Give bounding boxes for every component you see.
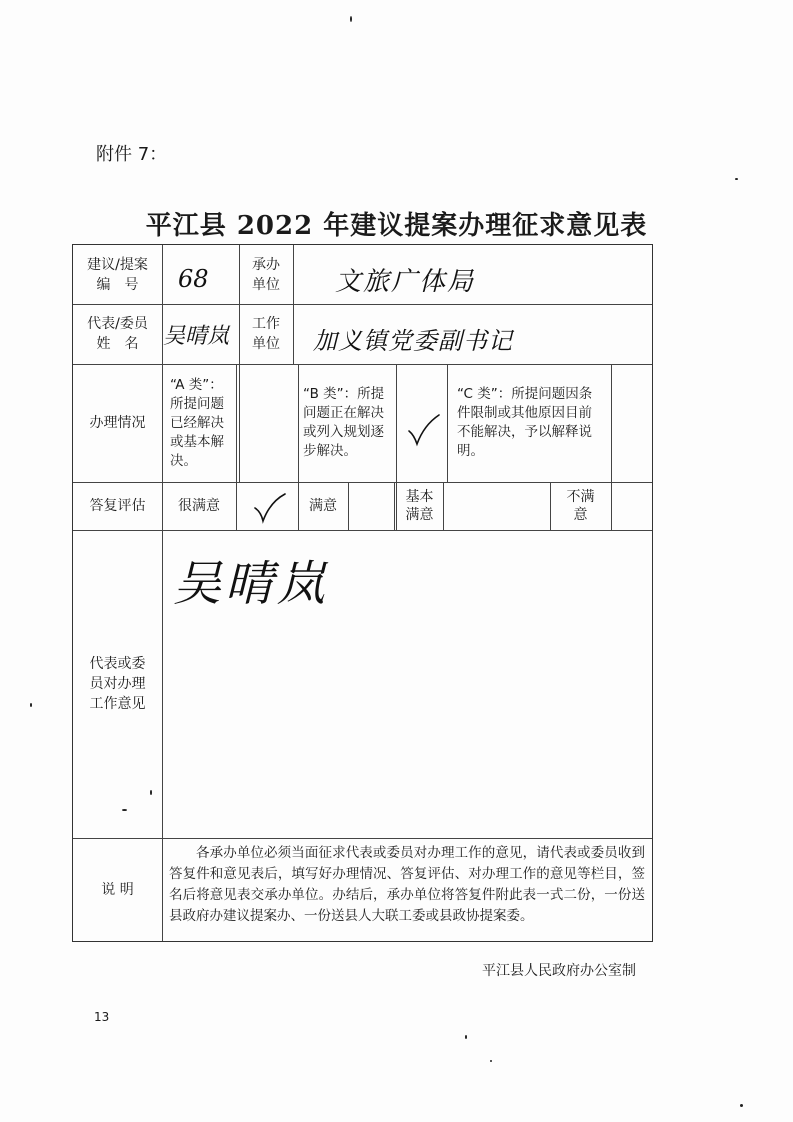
form-title: 平江县 2022 年建议提案办理征求意见表: [145, 211, 648, 241]
opinion-form-table: [72, 244, 653, 942]
category-a-text: “A 类”：所提问题已经解决或基本解决。: [170, 376, 224, 469]
satisfied-label: 满意: [309, 498, 337, 514]
attachment-label: 附件 7：: [96, 144, 168, 165]
issuer-footer: 平江县人民政府办公室制: [482, 963, 636, 979]
reply-evaluation-label: 答复评估: [89, 498, 146, 514]
signature: 吴晴岚: [173, 556, 330, 612]
representative-name-label: 代表/委员 姓 名: [87, 316, 148, 352]
category-c-text: “C 类”：所提问题因条件限制或其他原因目前不能解决，予以解释说明。: [457, 386, 593, 459]
opinion-label: 代表或委 员对办理 工作意见: [89, 656, 146, 712]
unsatisfied-label: 不满 意: [566, 489, 595, 523]
very-satisfied-label: 很满意: [178, 498, 220, 514]
explanation-label: 说 明: [101, 881, 134, 898]
very-satisfied-checkmark: [253, 492, 287, 524]
representative-name-value: 吴晴岚: [163, 324, 230, 349]
explanation-text: 各承办单位必须当面征求代表或委员对办理工作的意见，请代表或委员收到答复件和意见表后，填写好办理情况、答复评估、对办理工作的意见等栏目，签名后将意见表交承办单位。办结后，承办单位将答复件附此表一式二份，一份送县政府办建议提案办、一份送县人大联工委或县政协提案委。: [169, 845, 645, 924]
proposal-number-value: 68: [178, 265, 209, 293]
handling-status-label: 办理情况: [89, 415, 146, 431]
page-number: 13: [94, 1010, 110, 1024]
category-b-text: “B 类”：所提问题正在解决或列入规划逐步解决。: [303, 386, 385, 459]
work-unit-label: 工作 单位: [252, 316, 280, 352]
work-unit-value: 加义镇党委副书记: [313, 327, 513, 355]
undertaking-unit-value: 文旅广体局: [335, 267, 476, 297]
undertaking-unit-label: 承办 单位: [252, 256, 280, 293]
basic-satisfied-label: 基本 满意: [405, 489, 434, 523]
category-b-checkmark: [407, 413, 441, 447]
proposal-number-label: 建议/提案 编 号: [87, 256, 148, 293]
